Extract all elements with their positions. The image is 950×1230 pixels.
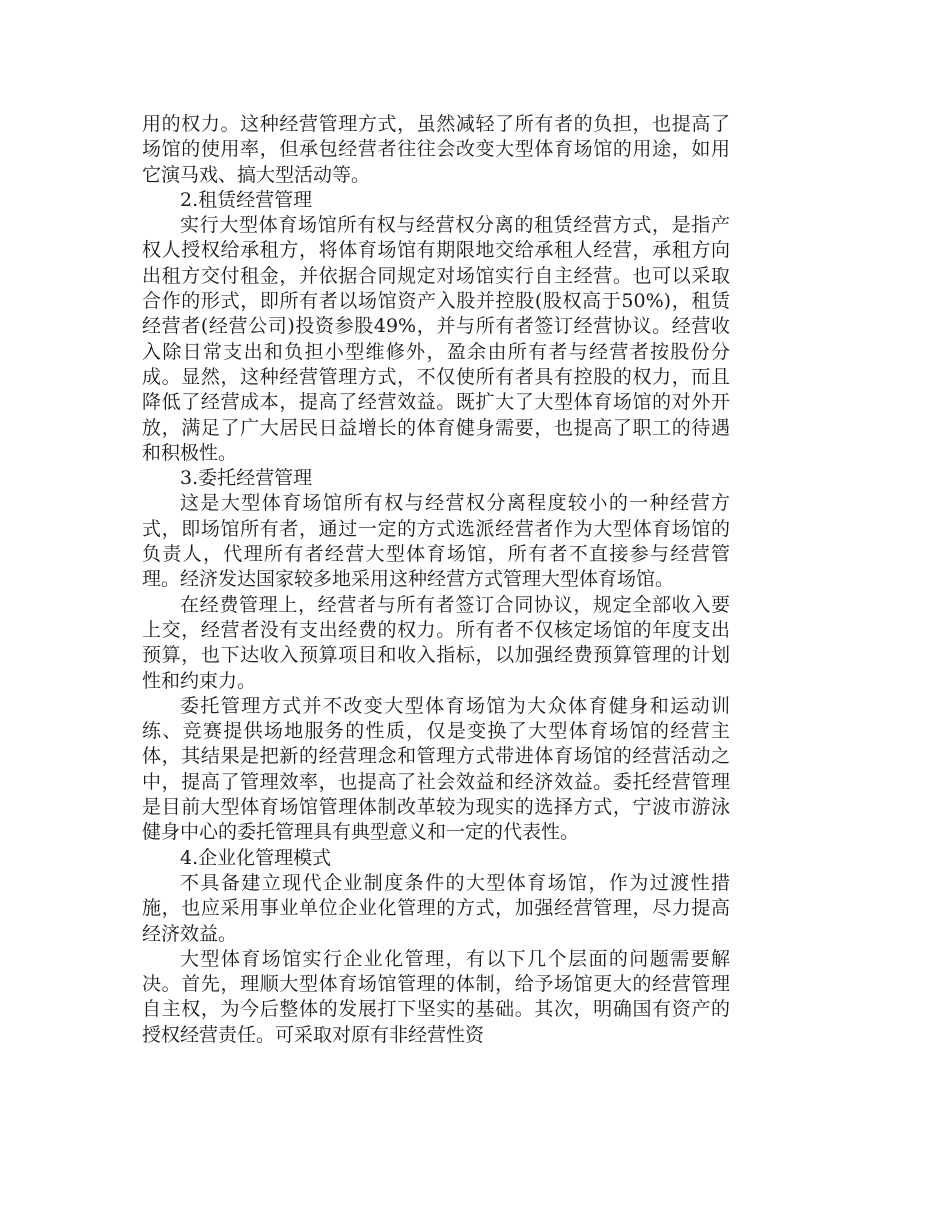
paragraph-entrusted-description: 这是大型体育场馆所有权与经营权分离程度较小的一种经营方式，即场馆所有者，通过一定的方式选派经营者作为大型体育场馆的负责人，代理所有者经营大型体育场馆，所有者不直接参与经营管理。经济发达国家较多地采用这种经营方式管理大型体育场馆。 <box>142 492 730 591</box>
paragraph-lease-description: 实行大型体育场馆所有权与经营权分离的租赁经营方式，是指产权人授权给承租方，将体育场馆有期限地交给承租人经营，承租方向出租方交付租金，并依据合同规定对场馆实行自主经营。也可以采取合作的形式，即所有者以场馆资产入股并控股(股权高于50%)，租赁经营者(经营公司)投资参股49%，并与所有者签订经营协议。经营收入除日常支出和负担小型维修外，盈余由所有者与经营者按股份分成。显然，这种经营管理方式，不仅使所有者具有控股的权力，而且降低了经营成本，提高了经营效益。既扩大了大型体育场馆的对外开放，满足了广大居民日益增长的体育健身需要，也提高了职工的待遇和积极性。 <box>142 214 730 464</box>
paragraph-enterprise-issues: 大型体育场馆实行企业化管理，有以下几个层面的问题需要解决。首先，理顺大型体育场馆管理的体制，给予场馆更大的经营管理自主权，为今后整体的发展打下坚实的基础。其次，明确国有资产的授权经营责任。可采取对原有非经营性资 <box>142 947 730 1046</box>
paragraph-continuation: 用的权力。这种经营管理方式，虽然减轻了所有者的负担，也提高了场馆的使用率，但承包经营者往往会改变大型体育场馆的用途，如用它演马戏、搞大型活动等。 <box>142 113 730 186</box>
paragraph-funding-management: 在经费管理上，经营者与所有者签订合同协议，规定全部收入要上交，经营者没有支出经费的权力。所有者不仅核定场馆的年度支出预算，也下达收入预算项目和收入指标，以加强经费预算管理的计划性和约束力。 <box>142 593 730 692</box>
document-page <box>142 112 730 1048</box>
section-heading-entrusted-management: 3.委托经营管理 <box>180 467 313 490</box>
paragraph-entrusted-effects: 委托管理方式并不改变大型体育场馆为大众体育健身和运动训练、竞赛提供场地服务的性质，仅是变换了大型体育场馆的经营主体，其结果是把新的经营理念和管理方式带进体育场馆的经营活动之中，提高了管理效率，也提高了社会效益和经济效益。委托经营管理是目前大型体育场馆管理体制改革较为现实的选择方式，宁波市游泳健身中心的委托管理具有典型意义和一定的代表性。 <box>142 694 730 844</box>
section-heading-enterprise-management: 4.企业化管理模式 <box>180 846 332 869</box>
paragraph-transitional-measure: 不具备建立现代企业制度条件的大型体育场馆，作为过渡性措施，也应采用事业单位企业化管理的方式，加强经营管理，尽力提高经济效益。 <box>142 871 730 945</box>
section-heading-lease-management: 2.租赁经营管理 <box>180 188 313 211</box>
